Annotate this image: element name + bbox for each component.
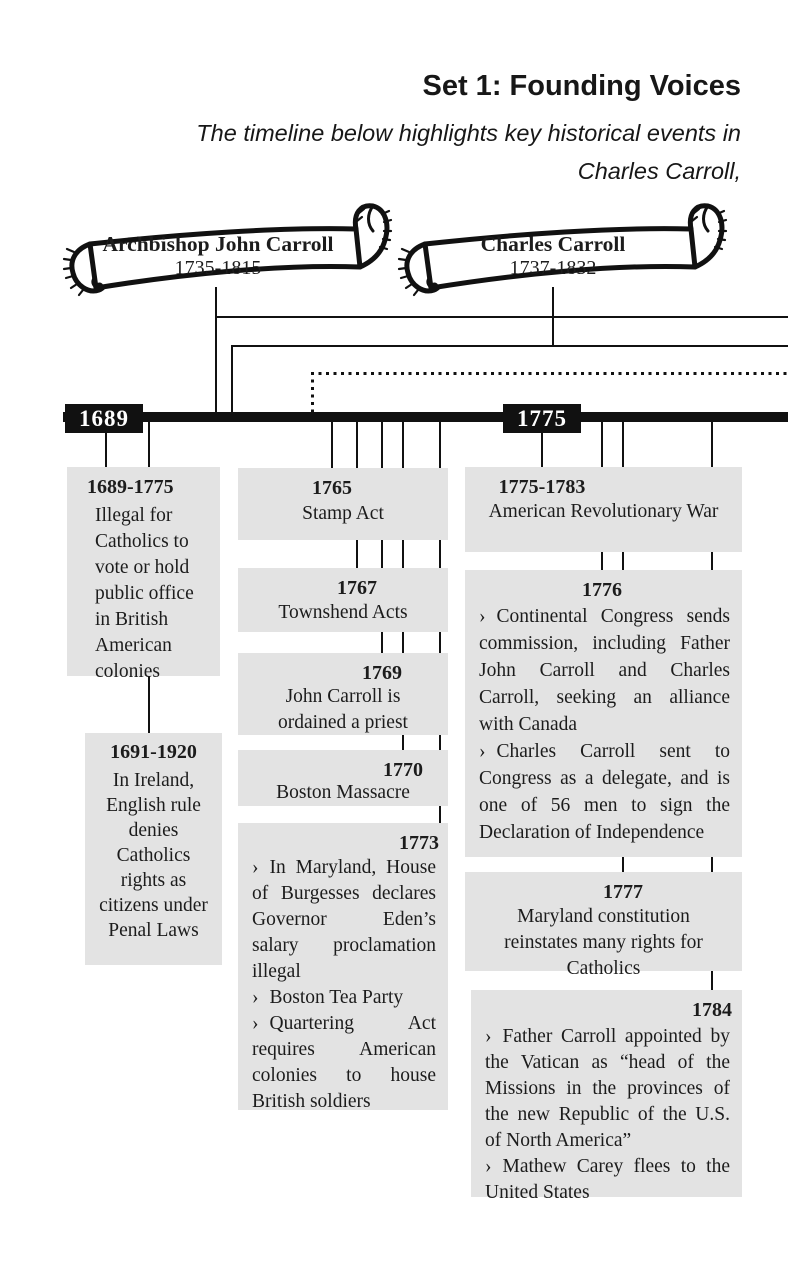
- bullet-item: › Charles Carroll sent to Congress as a delegate, and is one of 56 men to sign the Declaration of Independence: [479, 738, 730, 846]
- event-text: Townshend Acts: [278, 602, 408, 623]
- bullet-item: › Father Carroll appointed by the Vatican as “head of the Missions in the provinces of the new Republic of the U.S. of North America”: [485, 1026, 730, 1151]
- event-1691-1920: [85, 733, 222, 965]
- event-year: 1767: [337, 577, 377, 599]
- bullet-item: › Mathew Carey flees to the United States: [485, 1156, 730, 1203]
- era-label-1775: 1775: [503, 404, 581, 433]
- event-year: 1770: [383, 759, 423, 781]
- bullet-glyph: ›: [479, 741, 486, 762]
- event-1777: [465, 872, 742, 979]
- event-1776: [465, 570, 742, 857]
- bullet-glyph: ›: [479, 606, 486, 627]
- event-text: American Revolutionary War: [488, 501, 719, 522]
- relationship-line-dotted-drop: [311, 372, 314, 412]
- event-year: 1769: [362, 662, 402, 684]
- bullet-glyph: ›: [485, 1026, 492, 1047]
- event-1689-1775: [67, 467, 220, 682]
- event-year: 1776: [582, 579, 622, 601]
- banner-1-connector-line: [215, 287, 217, 412]
- tick-1765: [331, 421, 333, 468]
- banner-2-years: 1737-1832: [509, 257, 597, 279]
- bullet-glyph: ›: [485, 1156, 492, 1177]
- relationship-line-dotted: [311, 372, 788, 375]
- event-1765: [238, 468, 448, 540]
- event-1784: [471, 990, 742, 1203]
- event-text: Illegal for Catholics to vote or hold public office in British American colonies: [95, 505, 194, 682]
- event-1773: [238, 823, 448, 1110]
- bullet-glyph: ›: [252, 987, 259, 1008]
- event-year: 1689-1775: [87, 476, 174, 498]
- era-label-1689: 1689: [65, 404, 143, 433]
- event-year: 1765: [312, 477, 352, 499]
- event-text: [471, 990, 742, 1206]
- banner-1-years: 1735-1815: [174, 257, 262, 279]
- relationship-line-1: [215, 316, 788, 318]
- event-text: John Carroll is ordained a priest: [278, 686, 408, 733]
- event-text: Maryland constitution reinstates many rights for Catholics: [504, 906, 703, 979]
- event-1770: [238, 750, 448, 806]
- event-year: 1777: [603, 881, 643, 903]
- event-text: [238, 823, 448, 1115]
- banner-1-name: Archbishop John Carroll: [102, 232, 334, 256]
- relationship-line-2: [231, 345, 788, 347]
- event-year: 1784: [692, 999, 732, 1021]
- bullet-item: › Quartering Act requires American colonies to house British soldiers: [252, 1013, 436, 1112]
- relationship-line-2-drop: [231, 345, 233, 412]
- event-text: In Ireland, English rule denies Catholics rights as citizens under Penal Laws: [99, 770, 208, 941]
- bullet-item: › Continental Congress sends commission, including Father John Carroll and Charles Carroll, seeking an alliance with Canada: [479, 603, 730, 738]
- page-subtitle-line-2: Charles Carroll,: [577, 158, 741, 184]
- banner-2-label: [397, 232, 709, 280]
- bullet-glyph: ›: [252, 1013, 259, 1034]
- page-header: [41, 70, 741, 190]
- event-1775-1783: [465, 467, 742, 552]
- event-text: [465, 570, 742, 846]
- event-year: 1775-1783: [498, 476, 586, 498]
- page-subtitle-line-1: The timeline below highlights key historical events in: [196, 120, 741, 146]
- event-text: Boston Massacre: [276, 782, 410, 803]
- bullet-item: › Boston Tea Party: [252, 985, 436, 1011]
- event-text: Stamp Act: [302, 503, 384, 524]
- page-title: Set 1: Founding Voices: [422, 70, 741, 102]
- banner-2-name: Charles Carroll: [480, 232, 626, 256]
- timeline-bar: [63, 412, 788, 422]
- bullet-item: › In Maryland, House of Burgesses declares Governor Eden’s salary proclamation illegal: [252, 857, 436, 982]
- event-1767: [238, 568, 448, 632]
- event-year: 1691-1920: [110, 741, 197, 763]
- tick-1689-1775: [105, 433, 107, 467]
- bullet-glyph: ›: [252, 857, 259, 878]
- event-1769: [238, 653, 448, 735]
- banner-1-label: [62, 232, 374, 280]
- tick-1775-1783: [541, 433, 543, 467]
- event-year: 1773: [399, 832, 439, 854]
